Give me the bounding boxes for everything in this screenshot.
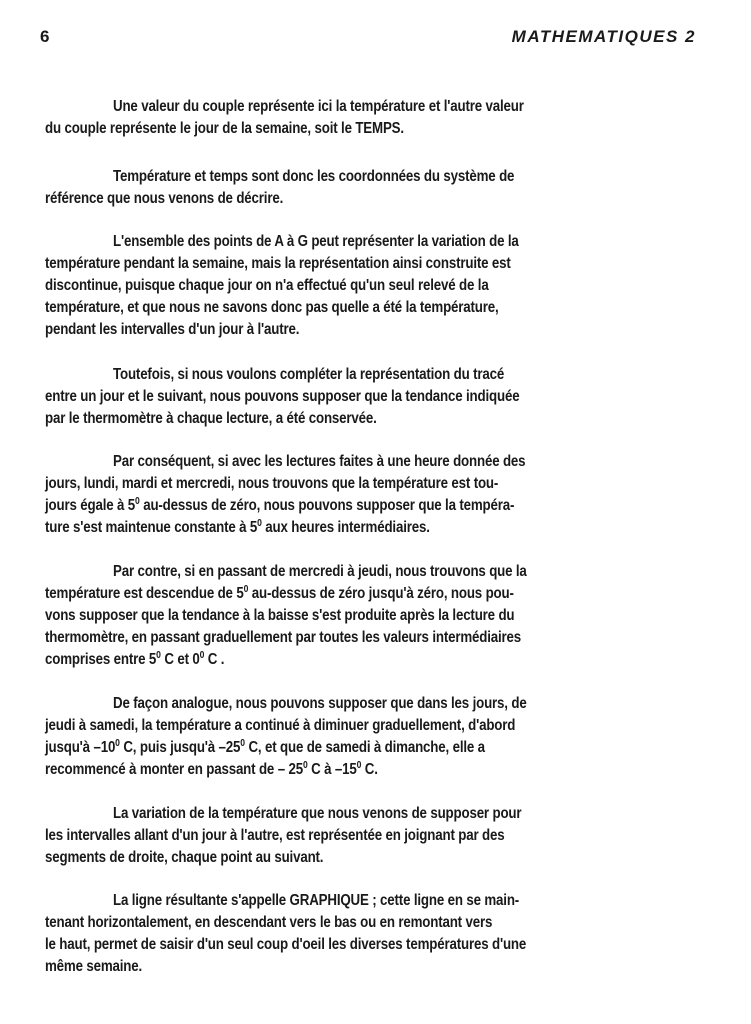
text-segment: température, et que nous ne savons donc pas quelle a été la température, [45, 299, 499, 316]
text-line [45, 255, 511, 273]
text-segment: C. [361, 761, 378, 778]
text-line [45, 651, 224, 669]
text-segment: pendant les intervalles d'un jour à l'autre. [45, 321, 300, 338]
text-line [45, 497, 514, 515]
text-segment: discontinue, puisque chaque jour on n'a effectué qu'un seul relevé de la [45, 277, 489, 294]
text-segment: jours, lundi, mardi et mercredi, nous trouvons que la température est tou- [45, 475, 499, 492]
text-segment: jours égale à 5 [45, 497, 136, 514]
text-line [45, 827, 504, 845]
text-line [45, 190, 283, 208]
text-line [45, 277, 489, 295]
text-segment: Toutefois, si nous voulons compléter la représentation du tracé [113, 366, 505, 383]
text-line [45, 607, 514, 625]
text-segment: C, et que de samedi à dimanche, elle a [244, 739, 485, 756]
text-segment: segments de droite, chaque point au suivant. [45, 849, 324, 866]
degree-superscript: 0 [243, 584, 249, 595]
text-segment: C . [204, 651, 225, 668]
degree-superscript: 0 [156, 650, 161, 661]
degree-superscript: 0 [302, 760, 308, 771]
text-segment: Température et temps sont donc les coordonnées du système de [113, 168, 515, 185]
text-line [45, 410, 377, 428]
text-segment: L'ensemble des points de A à G peut représenter la variation de la [113, 233, 519, 250]
text-line [45, 299, 499, 317]
text-segment: jeudi à samedi, la température a continué à diminuer graduellement, d'abord [45, 717, 516, 734]
text-line [113, 98, 524, 116]
text-segment: jusqu'à –10 [45, 739, 116, 756]
text-line [45, 717, 515, 735]
text-line [113, 168, 514, 186]
text-line [45, 629, 521, 647]
text-line [45, 321, 299, 339]
text-segment: du couple représente le jour de la semaine, soit le TEMPS. [45, 120, 404, 137]
text-line [113, 892, 519, 910]
text-segment: entre un jour et le suivant, nous pouvons supposer que la tendance indiquée [45, 388, 520, 405]
degree-superscript: 0 [240, 738, 245, 749]
degree-superscript: 0 [135, 496, 140, 507]
text-segment: température pendant la semaine, mais la représentation ainsi construite est [45, 255, 511, 272]
text-segment: C et 0 [160, 651, 200, 668]
text-line [45, 936, 526, 954]
text-segment: ture s'est maintenue constante à 5 [45, 519, 258, 536]
text-segment: thermomètre, en passant graduellement par toutes les valeurs intermédiaires [45, 629, 522, 646]
text-segment: aux heures intermédiaires. [261, 519, 430, 536]
page-number: 6 [40, 27, 50, 46]
text-segment: référence que nous venons de décrire. [45, 190, 284, 207]
degree-superscript: 0 [356, 760, 362, 771]
text-segment: les intervalles allant d'un jour à l'autre, est représentée en joignant par des [45, 827, 505, 844]
text-line [45, 475, 498, 493]
text-segment: recommencé à monter en passant de – 25 [45, 761, 303, 778]
text-line [45, 519, 430, 537]
text-segment: vons supposer que la tendance à la baisse s'est produite après la lecture du [45, 607, 515, 624]
text-line [113, 563, 527, 581]
text-line [45, 849, 323, 867]
text-segment: au-dessus de zéro, nous pouvons supposer que la tempéra- [139, 497, 515, 514]
text-segment: température est descendue de 5 [45, 585, 244, 602]
degree-superscript: 0 [199, 650, 205, 661]
text-line [45, 739, 485, 757]
text-segment: La ligne résultante s'appelle GRAPHIQUE ; cette ligne en se main- [113, 892, 520, 909]
text-segment: tenant horizontalement, en descendant vers le bas ou en remontant vers [45, 914, 493, 931]
text-segment: au-dessus de zéro jusqu'à zéro, nous pou- [248, 585, 514, 602]
text-line [45, 585, 514, 603]
text-segment: Par contre, si en passant de mercredi à jeudi, nous trouvons que la [113, 563, 527, 580]
text-segment: Une valeur du couple représente ici la température et l'autre valeur [113, 98, 524, 115]
text-line [113, 695, 527, 713]
text-line [113, 233, 519, 251]
text-segment: La variation de la température que nous venons de supposer pour [113, 805, 522, 822]
text-line [45, 388, 519, 406]
text-line [45, 120, 404, 138]
text-line [113, 805, 521, 823]
text-segment: le haut, permet de saisir d'un seul coup d'oeil les diverses températures d'une [45, 936, 527, 953]
text-segment: C à –15 [307, 761, 357, 778]
text-segment: De façon analogue, nous pouvons supposer que dans les jours, de [113, 695, 527, 712]
running-title: MATHEMATIQUES 2 [511, 27, 696, 46]
degree-superscript: 0 [257, 518, 262, 529]
text-segment: par le thermomètre à chaque lecture, a été conservée. [45, 410, 377, 427]
text-line [113, 366, 504, 384]
text-line [113, 453, 525, 471]
text-segment: même semaine. [45, 958, 143, 975]
text-segment: C, puis jusqu'à –25 [119, 739, 241, 756]
text-line [45, 761, 378, 779]
text-segment: comprises entre 5 [45, 651, 157, 668]
text-line [45, 914, 492, 932]
degree-superscript: 0 [115, 738, 120, 749]
text-line [45, 958, 142, 976]
text-segment: Par conséquent, si avec les lectures faites à une heure donnée des [113, 453, 526, 470]
